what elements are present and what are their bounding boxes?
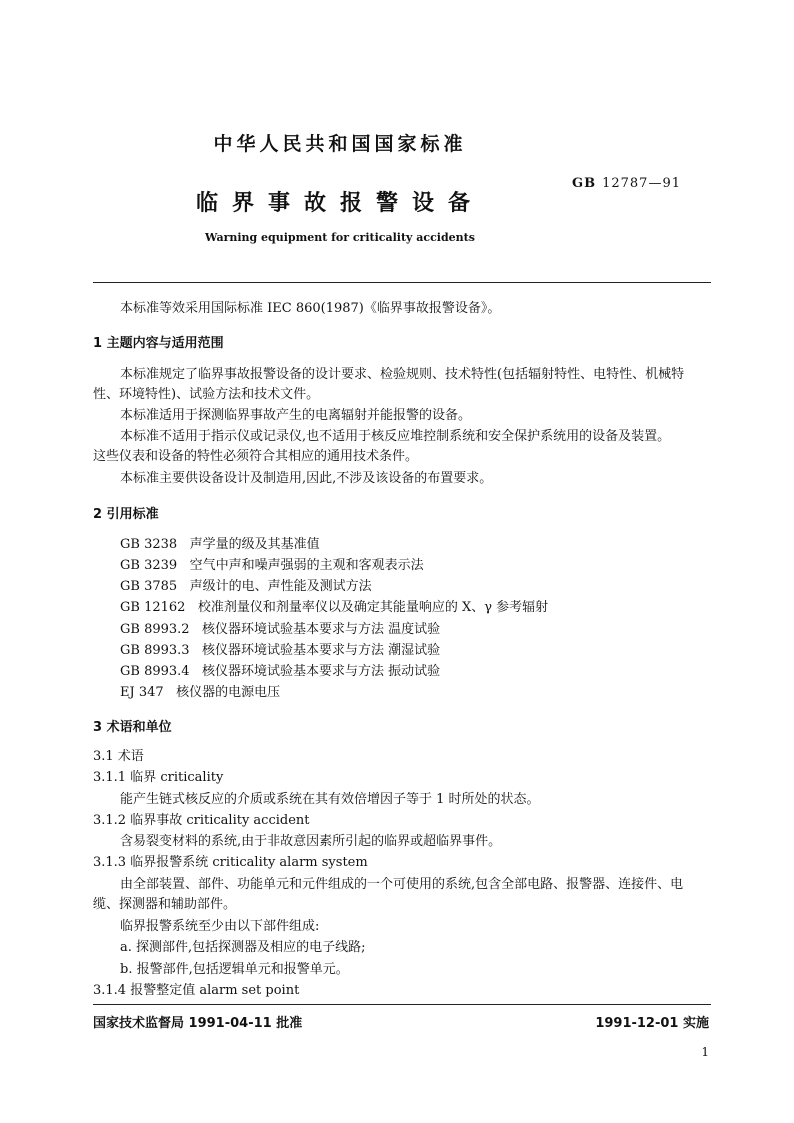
reference-title: 核仪器环境试验基本要求与方法 振动试验	[201, 664, 441, 679]
clause-3-1-3-components: 临界报警系统至少由以下部件组成:	[120, 919, 320, 934]
standard-code-prefix: GB	[572, 176, 597, 191]
national-standard-heading: 中华人民共和国国家标准	[213, 133, 467, 155]
approval-date: 国家技术监督局 1991-04-11 批准	[93, 1016, 303, 1031]
reference-title: 核仪器环境试验基本要求与方法 潮湿试验	[201, 643, 441, 658]
section-1-p3-line2: 这些仪表和设备的特性必须符合其相应的通用技术条件。	[93, 449, 419, 464]
reference-title: 核仪器的电源电压	[176, 685, 281, 700]
reference-code: GB 3239	[120, 558, 178, 573]
footer-divider	[93, 1004, 711, 1005]
clause-3-1-2: 3.1.2 临界事故 criticality accident	[93, 813, 310, 828]
clause-3-1-3-definition-line1: 由全部装置、部件、功能单元和元件组成的一个可使用的系统,包含全部电路、报警器、连接件、电	[120, 877, 684, 892]
section-1-p3-line1: 本标准不适用于指示仪或记录仪,也不适用于核反应堆控制系统和安全保护系统用的设备及装置。	[120, 429, 671, 444]
section-1-heading: 1 主题内容与适用范围	[93, 336, 224, 351]
clause-3-1-3: 3.1.3 临界报警系统 criticality alarm system	[93, 855, 368, 870]
section-3-heading: 3 术语和单位	[93, 720, 172, 735]
reference-code: GB 3238	[120, 537, 178, 552]
reference-title: 声级计的电、声性能及测试方法	[189, 579, 372, 594]
section-1-p1-line1: 本标准规定了临界事故报警设备的设计要求、检验规则、技术特性(包括辐射特性、电特性、机械特	[120, 367, 685, 382]
reference-title: 声学量的级及其基准值	[189, 537, 320, 552]
reference-item	[120, 577, 372, 597]
section-1-p1-line2: 性、环境特性)、试验方法和技术文件。	[93, 387, 320, 402]
clause-3-1: 3.1 术语	[93, 749, 144, 764]
clause-3-1-1: 3.1.1 临界 criticality	[93, 770, 224, 785]
clause-3-1-2-definition: 含易裂变材料的系统,由于非故意因素所引起的临界或超临界事件。	[120, 834, 502, 849]
reference-item	[120, 620, 440, 640]
list-item-a: a. 探测部件,包括探测器及相应的电子线路;	[120, 940, 366, 955]
list-item-b: b. 报警部件,包括逻辑单元和报警单元。	[120, 962, 349, 977]
reference-code: GB 8993.2	[120, 622, 190, 637]
implementation-date: 1991-12-01 实施	[595, 1016, 709, 1031]
reference-item	[120, 641, 440, 661]
clause-3-1-1-definition: 能产生链式核反应的介质或系统在其有效倍增因子等于 1 时所处的状态。	[120, 792, 540, 807]
reference-code: GB 8993.4	[120, 664, 190, 679]
reference-item	[120, 535, 320, 555]
reference-title: 校准剂量仪和剂量率仪以及确定其能量响应的 X、γ 参考辐射	[197, 600, 549, 615]
section-2-heading: 2 引用标准	[93, 507, 159, 522]
document-title-cn: 临界事故报警设备	[195, 191, 484, 216]
reference-code: GB 8993.3	[120, 643, 190, 658]
reference-item	[120, 683, 280, 703]
reference-item	[120, 598, 548, 618]
page-number: 1	[701, 1045, 709, 1059]
clause-3-1-4: 3.1.4 报警整定值 alarm set point	[93, 983, 300, 998]
header-divider	[93, 282, 711, 283]
intro-paragraph: 本标准等效采用国际标准 IEC 860(1987)《临界事故报警设备》。	[120, 301, 501, 316]
reference-item	[120, 556, 424, 576]
document-title-en: Warning equipment for criticality accidents	[205, 231, 475, 244]
section-1-p4: 本标准主要供设备设计及制造用,因此,不涉及该设备的布置要求。	[120, 471, 493, 486]
reference-title: 空气中声和噪声强弱的主观和客观表示法	[189, 558, 424, 573]
reference-title: 核仪器环境试验基本要求与方法 温度试验	[201, 622, 441, 637]
reference-code: GB 3785	[120, 579, 178, 594]
standard-code-number: 12787—91	[602, 176, 681, 191]
reference-code: GB 12162	[120, 600, 186, 615]
reference-item	[120, 662, 440, 682]
clause-3-1-3-definition-line2: 缆、探测器和辅助部件。	[93, 897, 237, 912]
reference-code: EJ 347	[120, 685, 164, 700]
section-1-p2: 本标准适用于探测临界事故产生的电离辐射并能报警的设备。	[120, 408, 472, 423]
